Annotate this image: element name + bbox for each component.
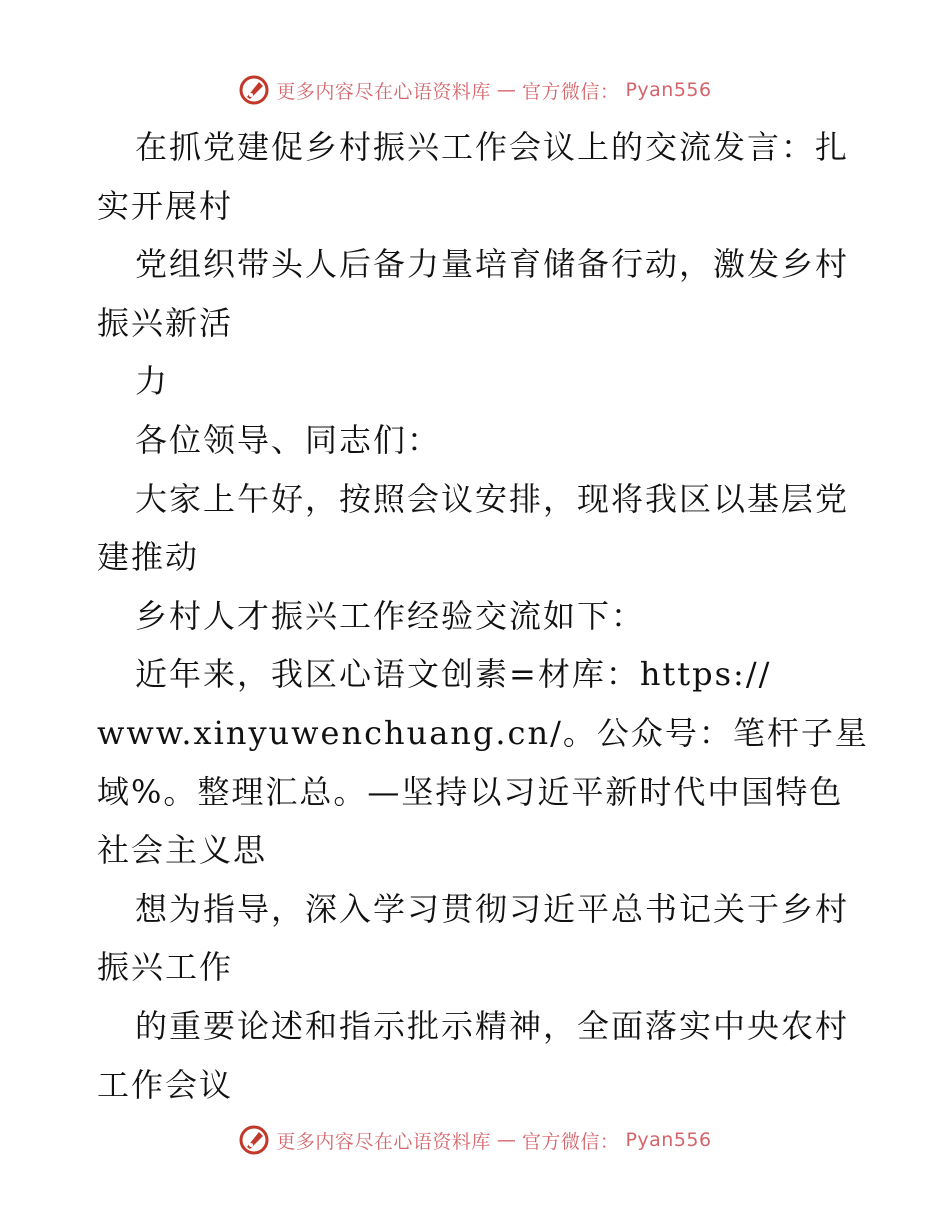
footer-brand-text: 更多内容尽在心语资料库 xyxy=(276,1130,491,1153)
text-line: 域%。整理汇总。—坚持以习近平新时代中国特色 xyxy=(97,772,844,811)
text-line: 的重要论述和指示批示精神，全面落实中央农村 xyxy=(135,1006,850,1045)
pen-nib-circle-icon xyxy=(238,1124,270,1156)
pen-nib-circle-icon xyxy=(238,74,270,106)
text-line: 振兴工作 xyxy=(97,948,234,987)
text-line: 近年来，我区心语文创素=材库：https:// xyxy=(135,655,772,694)
footer-wechat-label: 官方微信： xyxy=(521,1130,620,1153)
text-line: 力 xyxy=(135,362,170,401)
text-line: 党组织带头人后备力量培育储备行动，激发乡村 xyxy=(135,245,850,284)
text-line: www.xinyuwenchuang.cn/。公众号：笔杆子星 xyxy=(97,713,869,752)
text-line: 工作会议 xyxy=(97,1065,234,1104)
text-line: 在抓党建促乡村振兴工作会议上的交流发言：扎 xyxy=(135,128,850,166)
header-wechat-id: Pyan556 xyxy=(625,79,712,101)
footer-wechat-id: Pyan556 xyxy=(625,1129,712,1151)
text-line: 振兴新活 xyxy=(97,303,234,342)
footer-banner xyxy=(0,1120,950,1160)
text-line: 各位领导、同志们： xyxy=(135,420,442,459)
text-line: 乡村人才振兴工作经验交流如下： xyxy=(135,596,646,635)
text-line: 想为指导，深入学习贯彻习近平总书记关于乡村 xyxy=(135,889,850,928)
header-wechat-label: 官方微信： xyxy=(521,80,620,103)
document-body xyxy=(97,118,869,1114)
header-separator: — xyxy=(496,79,516,101)
text-line: 建推动 xyxy=(97,538,200,577)
text-line: 大家上午好，按照会议安排，现将我区以基层党 xyxy=(135,479,850,518)
header-brand-text: 更多内容尽在心语资料库 xyxy=(276,80,491,103)
text-line: 社会主义思 xyxy=(97,831,268,870)
text-line: 实开展村 xyxy=(97,186,234,225)
header-banner xyxy=(0,70,950,110)
footer-separator: — xyxy=(496,1129,516,1151)
